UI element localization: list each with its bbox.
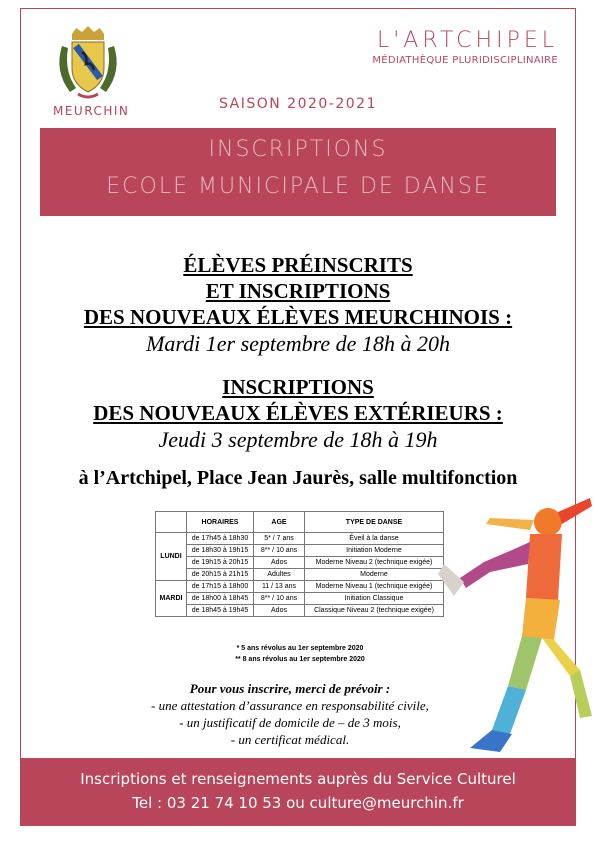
table-row [156,605,444,617]
table-header-horaires: HORAIRES [187,512,254,533]
cell-type: Moderne Niveau 2 (technique exigée) [305,557,444,569]
banner-line1: INSCRIPTIONS [208,137,388,162]
section2-date: Jeudi 3 septembre de 18h à 19h [158,427,438,452]
table-row [156,569,444,581]
cell-type: Initiation Classique [305,593,444,605]
cell-age: 8** / 10 ans [254,545,305,557]
cell-horaire: de 17h45 à 18h30 [187,533,254,545]
cell-age: 11 / 13 ans [254,581,305,593]
section-exterieurs [0,374,596,454]
cell-horaire: de 20h15 à 21h15 [187,569,254,581]
cell-type: Moderne [305,569,444,581]
requirement-item: - une attestation d’assurance en responsabilité civile, [151,698,429,713]
section1-date: Mardi 1er septembre de 18h à 20h [146,331,450,356]
table-header-age: AGE [254,512,305,533]
section1-line2: ET INSCRIPTIONS [205,279,391,303]
table-header-row [156,512,444,533]
schedule-table [155,511,444,617]
footnote-2: ** 8 ans révolus au 1er septembre 2020 [235,656,365,663]
cell-horaire: de 19h15 à 20h15 [187,557,254,569]
season-label: SAISON 2020-2021 [219,96,377,112]
brand-subtitle: MÉDIATHÈQUE PLURIDISCIPLINAIRE [372,55,558,66]
footer-contact-bar [20,758,576,826]
cell-age: 5* / 7 ans [254,533,305,545]
title-banner [40,128,556,216]
cell-age: Ados [254,557,305,569]
brand-block [372,28,558,66]
footer-line2: Tel : 03 21 74 10 53 ou culture@meurchin.fr [132,794,464,812]
cell-horaire: de 18h30 à 19h15 [187,545,254,557]
cell-age: 8** / 10 ans [254,593,305,605]
cell-type: Initiation Moderne [305,545,444,557]
requirements-heading: Pour vous inscrire, merci de prévoir : [189,681,391,696]
footer-line1: Inscriptions et renseignements auprès du Service Culturel [80,770,516,788]
section2-line2: DES NOUVEAUX ÉLÈVES EXTÉRIEURS : [93,401,503,425]
cell-horaire: de 18h00 à 18h45 [187,593,254,605]
table-row [156,593,444,605]
table-row [156,545,444,557]
table-row [156,557,444,569]
table-header-type: TYPE DE DANSE [305,512,444,533]
footnote-1: * 5 ans révolus au 1er septembre 2020 [236,645,364,652]
cell-horaire: de 18h45 à 19h45 [187,605,254,617]
section2-line1: INSCRIPTIONS [222,375,374,399]
day-label-mardi: MARDI [156,581,187,617]
town-name: MEURCHIN [53,104,130,118]
cell-type: Moderne Niveau 1 (technique exigée) [305,581,444,593]
table-row [156,533,444,545]
cell-type: Classique Niveau 2 (technique exigée) [305,605,444,617]
cell-age: Ados [254,605,305,617]
cell-age: Adultes [254,569,305,581]
location-text: à l’Artchipel, Place Jean Jaurès, salle multifonction [78,467,518,489]
brand-title: L'ARTCHIPEL [376,28,558,53]
dancer-illustration [430,490,596,758]
town-crest-logo [52,26,124,102]
section1-line3: DES NOUVEAUX ÉLÈVES MEURCHINOIS : [83,305,513,329]
banner-line2: ECOLE MUNICIPALE DE DANSE [106,174,490,199]
requirement-item: - un certificat médical. [230,732,350,747]
requirement-item: - un justificatif de domicile de – de 3 mois, [179,715,401,730]
day-label-lundi: LUNDI [156,533,187,581]
cell-horaire: de 17h15 à 18h00 [187,581,254,593]
section1-line1: ÉLÈVES PRÉINSCRITS [183,253,413,277]
cell-type: Éveil à la danse [305,533,444,545]
table-header-day [156,512,187,533]
section-meurchinois [0,252,596,358]
table-row [156,581,444,593]
